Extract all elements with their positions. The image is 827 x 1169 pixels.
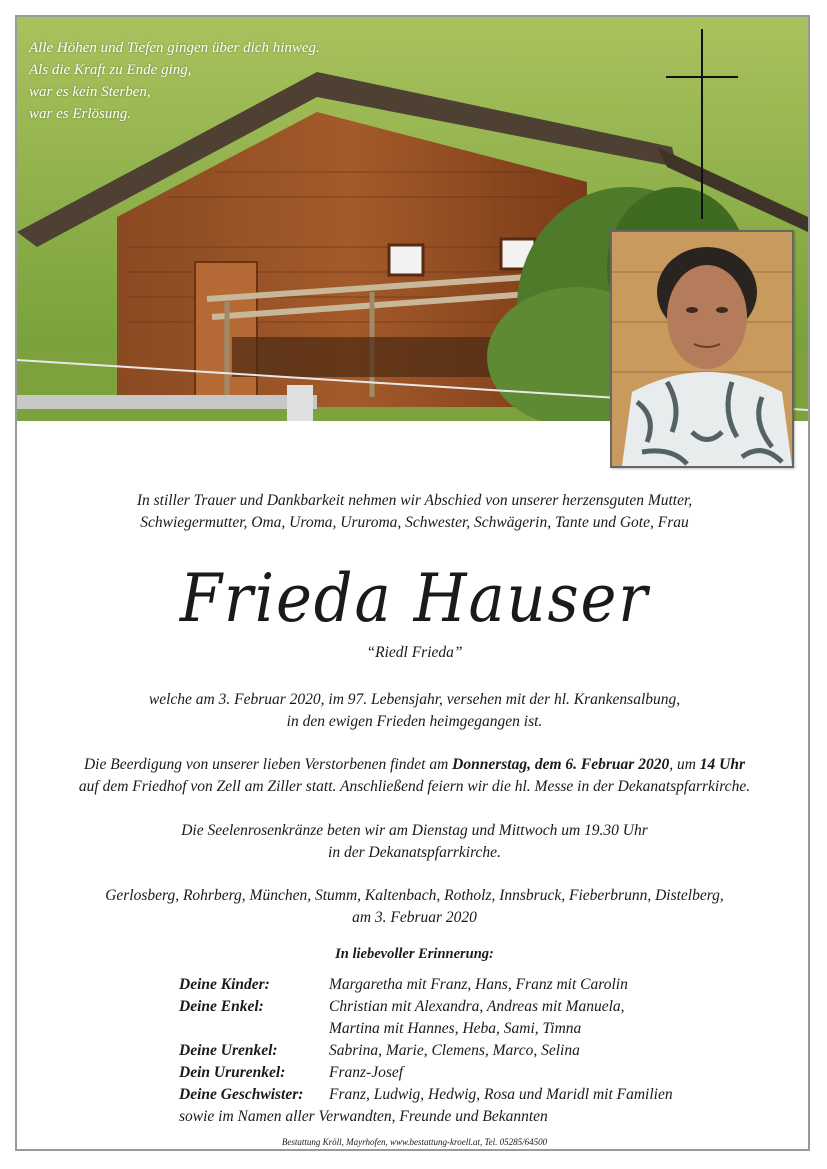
deceased-nickname: “Riedl Frieda” [366,644,463,661]
portrait-photo [610,230,794,468]
mourner-label: Deine Kinder: [179,976,270,993]
footer-funeral-home: Bestattung Kröll, Mayrhofen, www.bestattung-kroell.at, Tel. 05285/64500 [281,1137,548,1147]
funeral-line [17,754,810,776]
death-notice [17,689,810,733]
mourner-row [179,974,673,996]
intro-line: Schwiegermutter, Oma, Uroma, Ururoma, Schwester, Schwägerin, Tante und Gote, Frau [140,514,689,531]
mourner-row [179,1040,673,1062]
mourner-label: Deine Urenkel: [179,1042,278,1059]
mourner-row [179,996,673,1018]
date-line: am 3. Februar 2020 [352,909,477,926]
closing-line: sowie im Namen aller Verwandten, Freunde und Bekannten [179,1108,548,1125]
places-line: Gerlosberg, Rohrberg, München, Stumm, Kaltenbach, Rotholz, Innsbruck, Fieberbrunn, Distelberg, [105,887,724,904]
mourner-row [179,1018,673,1040]
deceased-name: Frieda Hauser [179,560,650,637]
mourner-row [179,1084,673,1106]
funeral-time: 14 Uhr [699,756,746,773]
mourner-names: Margaretha mit Franz, Hans, Franz mit Carolin [329,976,628,993]
funeral-notice [17,754,810,798]
death-line: in den ewigen Frieden heimgegangen ist. [286,713,543,730]
poem-line: Als die Kraft zu Ende ging, [29,62,192,78]
mourner-label: Deine Geschwister: [179,1086,304,1103]
cross-icon [662,29,742,223]
death-line: welche am 3. Februar 2020, im 97. Lebensjahr, versehen mit der hl. Krankensalbung, [148,691,681,708]
places-and-date [17,885,810,929]
poem-line: war es Erlösung. [29,106,132,122]
mourner-names: Sabrina, Marie, Clemens, Marco, Selina [329,1042,580,1059]
mourner-names: Franz, Ludwig, Hedwig, Rosa und Maridl mit Familien [329,1086,673,1103]
intro-text [17,490,810,534]
rosary-notice [17,820,810,864]
poem-line: war es kein Sterben, [29,84,151,100]
obituary-card [15,15,810,1151]
mourners-list [179,974,673,1128]
poem-verse [29,37,320,125]
mourner-row [179,1062,673,1084]
mourner-label: Dein Ururenkel: [179,1064,286,1081]
mourner-names: Martina mit Hannes, Heba, Sami, Timna [329,1020,582,1037]
poem-line: Alle Höhen und Tiefen gingen über dich hinweg. [29,40,320,56]
funeral-line: auf dem Friedhof von Zell am Ziller statt. Anschließend feiern wir die hl. Messe in der Dekanatspfarrkirche. [78,778,751,795]
rosary-line: Die Seelenrosenkränze beten wir am Dienstag und Mittwoch um 19.30 Uhr [181,822,648,839]
funeral-text: Die Beerdigung von unserer lieben Verstorbenen findet am [83,756,453,773]
funeral-text: , um [669,756,700,773]
mourner-label: Deine Enkel: [179,998,264,1015]
mourner-label [179,1018,329,1040]
memory-heading: In liebevoller Erinnerung: [335,946,494,962]
funeral-date: Donnerstag, dem 6. Februar 2020 [452,756,670,773]
mourner-names: Franz-Josef [329,1064,404,1081]
mourner-names: Christian mit Alexandra, Andreas mit Manuela, [329,998,625,1015]
intro-line: In stiller Trauer und Dankbarkeit nehmen wir Abschied von unserer herzensguten Mutter, [136,492,693,509]
rosary-line: in der Dekanatspfarrkirche. [328,844,501,861]
